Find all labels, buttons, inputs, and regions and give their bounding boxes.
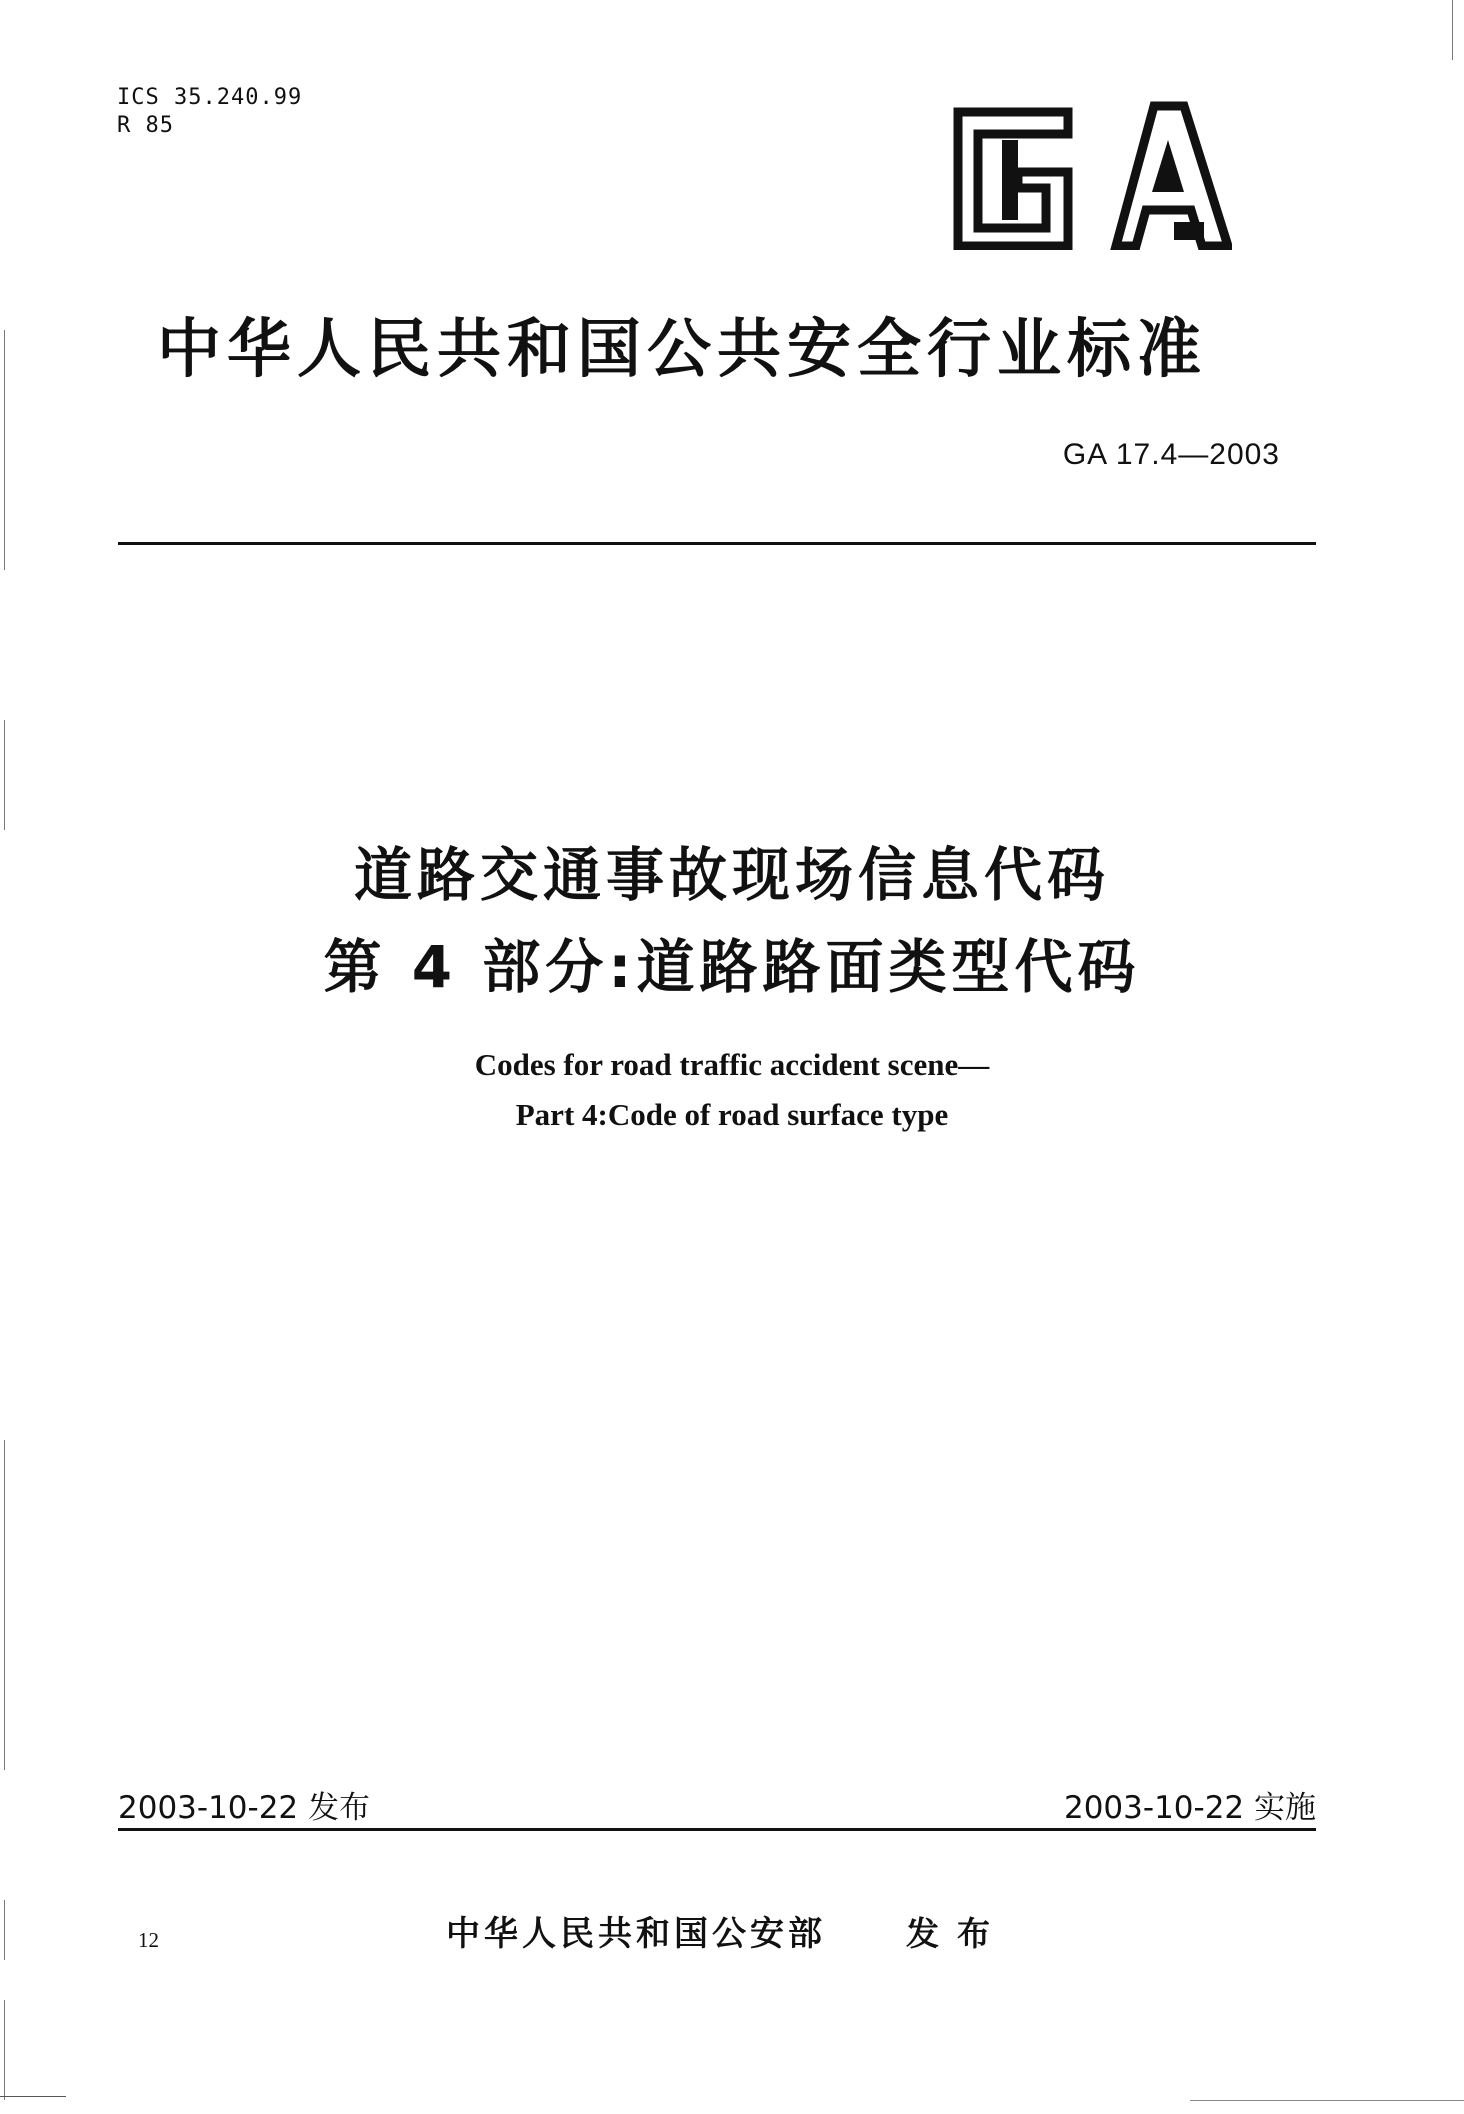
scan-edge-mark [4,720,5,830]
page-number: 12 [138,1928,159,1952]
classification-codes [117,84,302,140]
bottom-divider [118,1828,1316,1831]
standard-category-title [0,298,1464,390]
scan-edge-mark [4,330,5,570]
ics-code: ICS 35.240.99 [117,85,303,110]
scan-edge-mark [4,1440,5,1770]
publisher-name: 中华人民共和国公安部 [446,1914,826,1954]
document-title-cn-line1: 道路交通事故现场信息代码 [353,841,1110,909]
scan-edge-mark [4,1900,5,1960]
ga-logo [948,100,1232,250]
scan-edge-mark [1452,0,1453,60]
standard-category-text: 中华人民共和国公共安全行业标准 [157,313,1207,387]
top-divider [118,542,1316,545]
document-title-cn-line2: 第 4 部分:道路路面类型代码 [323,933,1141,1001]
ccs-code: R 85 [117,113,174,138]
publish-label: 发布 [906,1914,1008,1953]
scan-edge-mark [4,2000,5,2100]
scan-edge-mark [0,2096,66,2097]
issue-date: 2003-10-22 发布 [118,1790,371,1826]
document-title-en-line2: Part 4:Code of road surface type [515,1097,949,1132]
scan-edge-mark [1190,2100,1464,2101]
document-title-en-line1: Codes for road traffic accident scene— [474,1047,990,1082]
implementation-date: 2003-10-22 实施 [1063,1790,1316,1826]
standard-number: GA 17.4—2003 [1062,438,1280,471]
